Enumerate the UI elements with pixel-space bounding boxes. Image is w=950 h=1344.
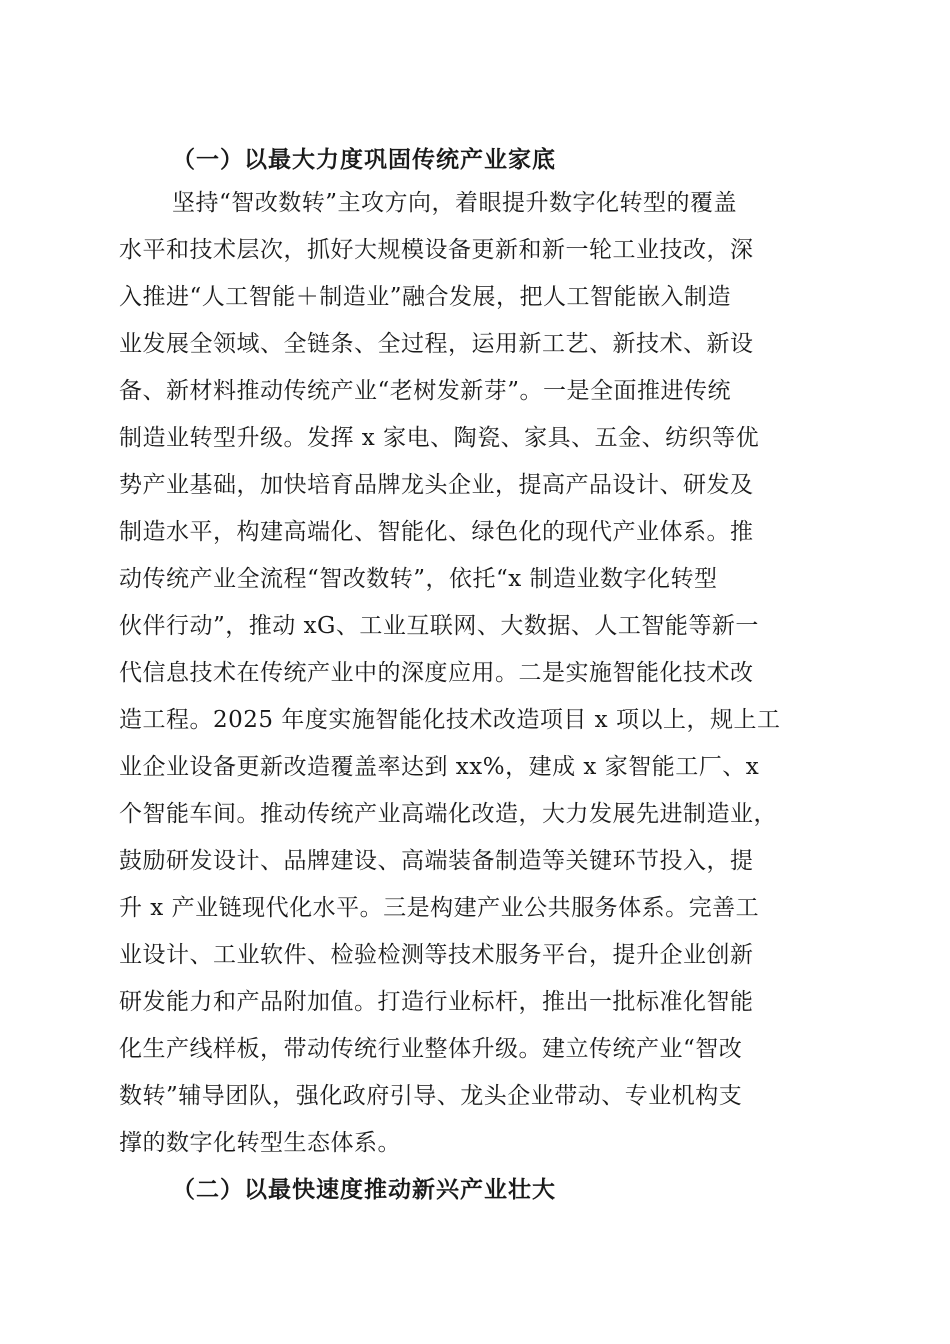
paragraph-line: 数转”辅导团队，强化政府引导、龙头企业带动、专业机构支 (119, 1083, 743, 1109)
paragraph-line: 业设计、工业软件、检验检测等技术服务平台，提升企业创新 (119, 942, 754, 968)
section-heading-1: （一）以最大力度巩固传统产业家底 (172, 146, 556, 173)
paragraph-line: 业企业设备更新改造覆盖率达到 xx%，建成 x 家智能工厂、x (119, 754, 760, 780)
paragraph-line: 化生产线样板，带动传统行业整体升级。建立传统产业“智改 (119, 1036, 743, 1062)
paragraph-line: 入推进“人工智能＋制造业”融合发展，把人工智能嵌入制造 (119, 284, 732, 310)
paragraph-line: 升 x 产业链现代化水平。三是构建产业公共服务体系。完善工 (119, 895, 760, 921)
section-heading-2: （二）以最快速度推动新兴产业壮大 (172, 1176, 556, 1203)
paragraph-line: 业发展全领域、全链条、全过程，运用新工艺、新技术、新设 (119, 331, 754, 357)
paragraph-line: 制造水平，构建高端化、智能化、绿色化的现代产业体系。推 (119, 519, 754, 545)
paragraph-line: 备、新材料推动传统产业“老树发新芽”。一是全面推进传统 (119, 378, 732, 404)
paragraph-line: 制造业转型升级。发挥 x 家电、陶瓷、家具、五金、纺织等优 (119, 425, 760, 451)
paragraph-line: 鼓励研发设计、品牌建设、高端装备制造等关键环节投入，提 (119, 848, 754, 874)
paragraph-line: 个智能车间。推动传统产业高端化改造，大力发展先进制造业， (119, 801, 777, 827)
paragraph-line: 水平和技术层次，抓好大规模设备更新和新一轮工业技改，深 (119, 237, 754, 263)
paragraph-line: 动传统产业全流程“智改数转”，依托“x 制造业数字化转型 (119, 566, 718, 592)
paragraph-line: 坚持“智改数转”主攻方向，着眼提升数字化转型的覆盖 (172, 190, 738, 216)
paragraph-line: 势产业基础，加快培育品牌龙头企业，提高产品设计、研发及 (119, 472, 754, 498)
paragraph-line: 造工程。2025 年度实施智能化技术改造项目 x 项以上，规上工 (119, 707, 781, 733)
paragraph-line: 伙伴行动”，推动 xG、工业互联网、大数据、人工智能等新一 (119, 613, 759, 639)
paragraph-line: 撑的数字化转型生态体系。 (119, 1130, 401, 1156)
paragraph-line: 研发能力和产品附加值。打造行业标杆，推出一批标准化智能 (119, 989, 754, 1015)
paragraph-line: 代信息技术在传统产业中的深度应用。二是实施智能化技术改 (119, 660, 754, 686)
